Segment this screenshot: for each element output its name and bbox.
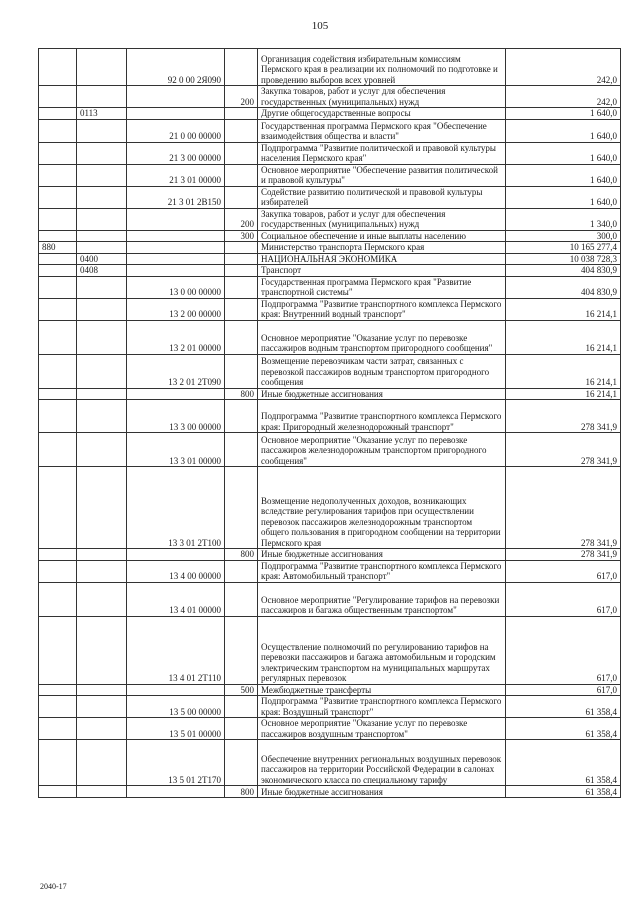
table-row bbox=[39, 718, 621, 740]
target-code-cell bbox=[127, 786, 225, 798]
table-row bbox=[39, 253, 621, 265]
budget-table bbox=[38, 48, 621, 798]
admin-code-cell bbox=[39, 388, 77, 400]
item-name-cell: Подпрограмма "Развитие транспортного комплекса Пермского края: Воздушный транспорт" bbox=[258, 696, 506, 718]
target-code-cell bbox=[127, 253, 225, 265]
section-code-cell bbox=[77, 320, 127, 354]
amount-cell: 617,0 bbox=[506, 616, 621, 684]
table-row bbox=[39, 467, 621, 549]
table-row bbox=[39, 388, 621, 400]
admin-code-cell bbox=[39, 560, 77, 582]
table-row bbox=[39, 208, 621, 230]
section-code-cell bbox=[77, 142, 127, 164]
amount-cell: 617,0 bbox=[506, 582, 621, 616]
section-code-cell bbox=[77, 49, 127, 86]
admin-code-cell bbox=[39, 276, 77, 298]
target-code-cell bbox=[127, 230, 225, 242]
section-code-cell bbox=[77, 164, 127, 186]
item-name-cell: Подпрограмма "Развитие транспортного комплекса Пермского края: Пригородный железнодорожный транспорт" bbox=[258, 400, 506, 433]
item-name-cell: Государственная программа Пермского края "Обеспечение взаимодействия общества и власти" bbox=[258, 119, 506, 142]
amount-cell: 61 358,4 bbox=[506, 718, 621, 740]
target-code-cell: 13 5 00 00000 bbox=[127, 696, 225, 718]
expense-kind-cell bbox=[225, 740, 258, 786]
amount-cell: 617,0 bbox=[506, 684, 621, 696]
item-name-cell: Иные бюджетные ассигнования bbox=[258, 549, 506, 561]
section-code-cell bbox=[77, 696, 127, 718]
admin-code-cell bbox=[39, 582, 77, 616]
section-code-cell bbox=[77, 786, 127, 798]
item-name-cell: Иные бюджетные ассигнования bbox=[258, 388, 506, 400]
item-name-cell: Государственная программа Пермского края "Развитие транспортной системы" bbox=[258, 276, 506, 298]
section-code-cell bbox=[77, 740, 127, 786]
table-row bbox=[39, 320, 621, 354]
admin-code-cell bbox=[39, 354, 77, 388]
target-code-cell bbox=[127, 108, 225, 120]
amount-cell: 16 214,1 bbox=[506, 298, 621, 320]
target-code-cell: 92 0 00 2Я090 bbox=[127, 49, 225, 86]
admin-code-cell bbox=[39, 208, 77, 230]
section-code-cell bbox=[77, 388, 127, 400]
item-name-cell: Подпрограмма "Развитие политической и правовой культуры населения Пермского края" bbox=[258, 142, 506, 164]
admin-code-cell bbox=[39, 684, 77, 696]
section-code-cell bbox=[77, 276, 127, 298]
admin-code-cell bbox=[39, 119, 77, 142]
amount-cell: 61 358,4 bbox=[506, 786, 621, 798]
item-name-cell: Обеспечение внутренних региональных воздушных перевозок пассажиров на территории Российской Федерации в салонах экономического класса по специальному тарифу bbox=[258, 740, 506, 786]
section-code-cell bbox=[77, 400, 127, 433]
expense-kind-cell bbox=[225, 400, 258, 433]
target-code-cell: 13 2 01 00000 bbox=[127, 320, 225, 354]
table-row bbox=[39, 49, 621, 86]
section-code-cell bbox=[77, 718, 127, 740]
admin-code-cell bbox=[39, 230, 77, 242]
amount-cell: 242,0 bbox=[506, 49, 621, 86]
item-name-cell: НАЦИОНАЛЬНАЯ ЭКОНОМИКА bbox=[258, 253, 506, 265]
table-row bbox=[39, 696, 621, 718]
item-name-cell: Основное мероприятие "Оказание услуг по перевозке пассажиров водным транспортом пригородного сообщения" bbox=[258, 320, 506, 354]
item-name-cell: Подпрограмма "Развитие транспортного комплекса Пермского края: Автомобильный транспорт" bbox=[258, 560, 506, 582]
amount-cell: 10 165 277,4 bbox=[506, 242, 621, 254]
section-code-cell bbox=[77, 208, 127, 230]
amount-cell: 242,0 bbox=[506, 86, 621, 108]
expense-kind-cell bbox=[225, 164, 258, 186]
target-code-cell: 13 0 00 00000 bbox=[127, 276, 225, 298]
target-code-cell: 13 3 01 00000 bbox=[127, 433, 225, 467]
amount-cell: 404 830,9 bbox=[506, 265, 621, 277]
section-code-cell bbox=[77, 119, 127, 142]
target-code-cell: 21 3 01 2В150 bbox=[127, 186, 225, 208]
table-row bbox=[39, 242, 621, 254]
target-code-cell bbox=[127, 265, 225, 277]
expense-kind-cell bbox=[225, 560, 258, 582]
item-name-cell: Транспорт bbox=[258, 265, 506, 277]
section-code-cell bbox=[77, 230, 127, 242]
admin-code-cell bbox=[39, 86, 77, 108]
target-code-cell: 21 0 00 00000 bbox=[127, 119, 225, 142]
admin-code-cell bbox=[39, 108, 77, 120]
admin-code-cell bbox=[39, 400, 77, 433]
expense-kind-cell: 200 bbox=[225, 208, 258, 230]
amount-cell: 1 640,0 bbox=[506, 186, 621, 208]
page-number: 105 bbox=[311, 20, 329, 32]
item-name-cell: Закупка товаров, работ и услуг для обеспечения государственных (муниципальных) нужд bbox=[258, 86, 506, 108]
expense-kind-cell: 200 bbox=[225, 86, 258, 108]
table-row bbox=[39, 298, 621, 320]
amount-cell: 16 214,1 bbox=[506, 320, 621, 354]
target-code-cell: 13 3 00 00000 bbox=[127, 400, 225, 433]
admin-code-cell: 880 bbox=[39, 242, 77, 254]
admin-code-cell bbox=[39, 298, 77, 320]
expense-kind-cell: 800 bbox=[225, 388, 258, 400]
amount-cell: 1 640,0 bbox=[506, 164, 621, 186]
expense-kind-cell: 800 bbox=[225, 786, 258, 798]
amount-cell: 278 341,9 bbox=[506, 467, 621, 549]
table-row bbox=[39, 230, 621, 242]
admin-code-cell bbox=[39, 467, 77, 549]
target-code-cell: 13 2 00 00000 bbox=[127, 298, 225, 320]
target-code-cell bbox=[127, 549, 225, 561]
section-code-cell bbox=[77, 616, 127, 684]
target-code-cell: 13 2 01 2Т090 bbox=[127, 354, 225, 388]
expense-kind-cell bbox=[225, 108, 258, 120]
admin-code-cell bbox=[39, 142, 77, 164]
table-row bbox=[39, 560, 621, 582]
expense-kind-cell bbox=[225, 298, 258, 320]
target-code-cell: 13 4 00 00000 bbox=[127, 560, 225, 582]
section-code-cell bbox=[77, 86, 127, 108]
amount-cell: 16 214,1 bbox=[506, 388, 621, 400]
item-name-cell: Основное мероприятие "Обеспечение развития политической и правовой культуры" bbox=[258, 164, 506, 186]
table-row bbox=[39, 108, 621, 120]
target-code-cell bbox=[127, 208, 225, 230]
expense-kind-cell bbox=[225, 242, 258, 254]
target-code-cell: 13 5 01 2Т170 bbox=[127, 740, 225, 786]
section-code-cell bbox=[77, 467, 127, 549]
item-name-cell: Основное мероприятие "Оказание услуг по перевозке пассажиров железнодорожным транспортом пригородного сообщения" bbox=[258, 433, 506, 467]
item-name-cell: Закупка товаров, работ и услуг для обеспечения государственных (муниципальных) нужд bbox=[258, 208, 506, 230]
admin-code-cell bbox=[39, 320, 77, 354]
section-code-cell: 0113 bbox=[77, 108, 127, 120]
section-code-cell: 0408 bbox=[77, 265, 127, 277]
table-row bbox=[39, 142, 621, 164]
admin-code-cell bbox=[39, 253, 77, 265]
admin-code-cell bbox=[39, 265, 77, 277]
amount-cell: 16 214,1 bbox=[506, 354, 621, 388]
table-row bbox=[39, 86, 621, 108]
expense-kind-cell: 800 bbox=[225, 549, 258, 561]
expense-kind-cell: 500 bbox=[225, 684, 258, 696]
expense-kind-cell bbox=[225, 142, 258, 164]
target-code-cell bbox=[127, 684, 225, 696]
section-code-cell bbox=[77, 298, 127, 320]
expense-kind-cell bbox=[225, 467, 258, 549]
target-code-cell: 13 3 01 2Т100 bbox=[127, 467, 225, 549]
amount-cell: 617,0 bbox=[506, 560, 621, 582]
expense-kind-cell bbox=[225, 433, 258, 467]
item-name-cell: Министерство транспорта Пермского края bbox=[258, 242, 506, 254]
expense-kind-cell bbox=[225, 265, 258, 277]
expense-kind-cell bbox=[225, 354, 258, 388]
table-row bbox=[39, 276, 621, 298]
table-row bbox=[39, 549, 621, 561]
table-row bbox=[39, 400, 621, 433]
item-name-cell: Организация содействия избирательным комиссиям Пермского края в реализации их полномочий по подготовке и проведению выборов всех уровней bbox=[258, 49, 506, 86]
amount-cell: 278 341,9 bbox=[506, 433, 621, 467]
amount-cell: 1 340,0 bbox=[506, 208, 621, 230]
amount-cell: 300,0 bbox=[506, 230, 621, 242]
expense-kind-cell bbox=[225, 582, 258, 616]
item-name-cell: Межбюджетные трансферты bbox=[258, 684, 506, 696]
item-name-cell: Возмещение недополученных доходов, возникающих вследствие регулирования тарифов при осуществлении перевозок пассажиров железнодорожным транспортом общего пользования в пригородном сообщении на территории Пермского края bbox=[258, 467, 506, 549]
expense-kind-cell bbox=[225, 696, 258, 718]
item-name-cell: Подпрограмма "Развитие транспортного комплекса Пермского края: Внутренний водный транспорт" bbox=[258, 298, 506, 320]
target-code-cell bbox=[127, 388, 225, 400]
item-name-cell: Социальное обеспечение и иные выплаты населению bbox=[258, 230, 506, 242]
expense-kind-cell bbox=[225, 253, 258, 265]
target-code-cell: 21 3 01 00000 bbox=[127, 164, 225, 186]
expense-kind-cell bbox=[225, 49, 258, 86]
amount-cell: 404 830,9 bbox=[506, 276, 621, 298]
item-name-cell: Иные бюджетные ассигнования bbox=[258, 786, 506, 798]
section-code-cell bbox=[77, 582, 127, 616]
target-code-cell: 13 4 01 2Т110 bbox=[127, 616, 225, 684]
amount-cell: 1 640,0 bbox=[506, 119, 621, 142]
table-row bbox=[39, 582, 621, 616]
table-row bbox=[39, 740, 621, 786]
item-name-cell: Содействие развитию политической и правовой культуры избирателей bbox=[258, 186, 506, 208]
table-row bbox=[39, 433, 621, 467]
admin-code-cell bbox=[39, 718, 77, 740]
section-code-cell bbox=[77, 433, 127, 467]
section-code-cell bbox=[77, 242, 127, 254]
admin-code-cell bbox=[39, 433, 77, 467]
section-code-cell: 0400 bbox=[77, 253, 127, 265]
amount-cell: 278 341,9 bbox=[506, 549, 621, 561]
table-row bbox=[39, 786, 621, 798]
admin-code-cell bbox=[39, 740, 77, 786]
item-name-cell: Основное мероприятие "Оказание услуг по перевозке пассажиров воздушным транспортом" bbox=[258, 718, 506, 740]
admin-code-cell bbox=[39, 164, 77, 186]
amount-cell: 1 640,0 bbox=[506, 142, 621, 164]
amount-cell: 278 341,9 bbox=[506, 400, 621, 433]
item-name-cell: Возмещение перевозчикам части затрат, связанных с перевозкой пассажиров водным транспортом пригородного сообщения bbox=[258, 354, 506, 388]
expense-kind-cell bbox=[225, 320, 258, 354]
amount-cell: 10 038 728,3 bbox=[506, 253, 621, 265]
section-code-cell bbox=[77, 549, 127, 561]
table-row bbox=[39, 119, 621, 142]
table-row bbox=[39, 164, 621, 186]
amount-cell: 61 358,4 bbox=[506, 740, 621, 786]
expense-kind-cell bbox=[225, 616, 258, 684]
section-code-cell bbox=[77, 684, 127, 696]
admin-code-cell bbox=[39, 616, 77, 684]
document-code: 2040-17 bbox=[40, 882, 67, 891]
table-body bbox=[39, 49, 621, 798]
admin-code-cell bbox=[39, 786, 77, 798]
section-code-cell bbox=[77, 560, 127, 582]
target-code-cell: 13 5 01 00000 bbox=[127, 718, 225, 740]
target-code-cell: 21 3 00 00000 bbox=[127, 142, 225, 164]
admin-code-cell bbox=[39, 49, 77, 86]
expense-kind-cell bbox=[225, 186, 258, 208]
item-name-cell: Основное мероприятие "Регулирование тарифов на перевозки пассажиров и багажа общественным транспортом" bbox=[258, 582, 506, 616]
expense-kind-cell bbox=[225, 119, 258, 142]
target-code-cell bbox=[127, 86, 225, 108]
target-code-cell: 13 4 01 00000 bbox=[127, 582, 225, 616]
expense-kind-cell bbox=[225, 718, 258, 740]
section-code-cell bbox=[77, 186, 127, 208]
expense-kind-cell bbox=[225, 276, 258, 298]
table-row bbox=[39, 186, 621, 208]
admin-code-cell bbox=[39, 186, 77, 208]
table-row bbox=[39, 616, 621, 684]
admin-code-cell bbox=[39, 549, 77, 561]
admin-code-cell bbox=[39, 696, 77, 718]
item-name-cell: Осуществление полномочий по регулированию тарифов на перевозки пассажиров и багажа автомобильным и городским электрическим транспортом на муниципальных маршрутах регулярных перевозок bbox=[258, 616, 506, 684]
table-row bbox=[39, 354, 621, 388]
table-row bbox=[39, 265, 621, 277]
amount-cell: 1 640,0 bbox=[506, 108, 621, 120]
amount-cell: 61 358,4 bbox=[506, 696, 621, 718]
target-code-cell bbox=[127, 242, 225, 254]
expense-kind-cell: 300 bbox=[225, 230, 258, 242]
table-row bbox=[39, 684, 621, 696]
section-code-cell bbox=[77, 354, 127, 388]
item-name-cell: Другие общегосударственные вопросы bbox=[258, 108, 506, 120]
